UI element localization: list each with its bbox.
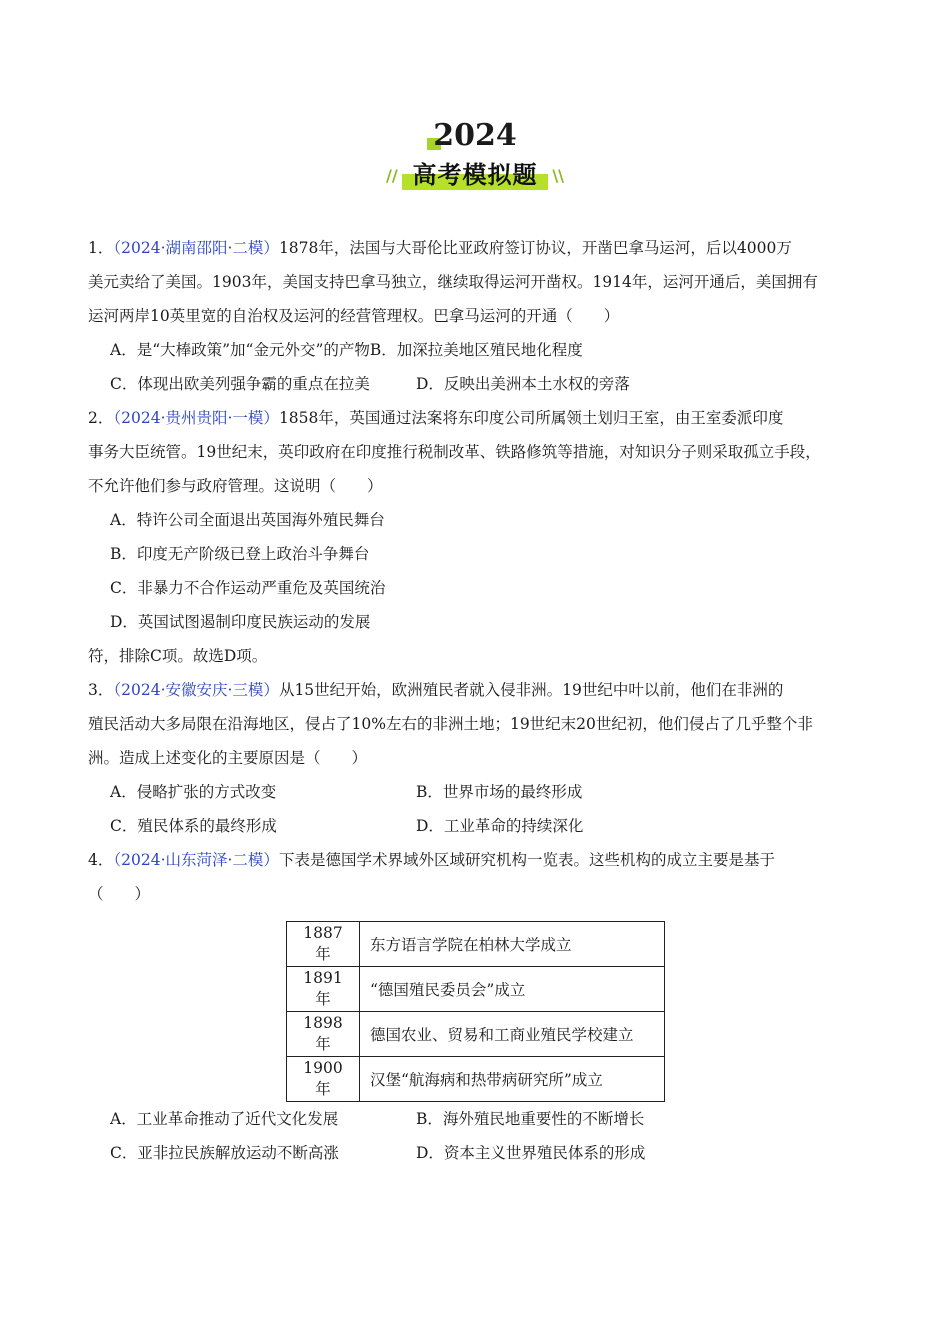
table-cell-event: 汉堡“航海病和热带病研究所”成立 xyxy=(360,1057,665,1102)
trailing-text: 符，排除C项。故选D项。 xyxy=(88,647,268,665)
question-stem xyxy=(88,401,878,503)
option-row xyxy=(88,367,878,401)
year-heading xyxy=(433,118,517,154)
option-d: D．反映出美洲本土水权的旁落 xyxy=(416,375,630,393)
option-row xyxy=(88,333,878,367)
question-number: 3． xyxy=(88,681,114,699)
option-d: D．资本主义世界殖民体系的形成 xyxy=(416,1144,646,1162)
options xyxy=(88,503,878,639)
question-list xyxy=(88,231,878,1170)
option-row xyxy=(88,537,878,571)
option-row xyxy=(88,503,878,537)
table-row xyxy=(287,922,665,967)
table-cell-event: “德国殖民委员会”成立 xyxy=(360,967,665,1012)
table-cell-year: 1891年 xyxy=(287,967,360,1012)
table-cell-event: 德国农业、贸易和工商业殖民学校建立 xyxy=(360,1012,665,1057)
question-2 xyxy=(88,401,878,673)
stem-line: 1878年，法国与大哥伦比亚政府签订协议，开凿巴拿马运河，后以4000万 xyxy=(278,239,792,257)
page-title: 高考模拟题 xyxy=(412,161,538,189)
year-text: 2024 xyxy=(433,118,517,153)
question-3 xyxy=(88,673,878,843)
title-banner xyxy=(380,158,570,194)
option-row xyxy=(88,571,878,605)
stem-line: 洲。造成上述变化的主要原因是（ ） xyxy=(88,749,368,767)
stem-line: 事务大臣统管。19世纪末，英印政府在印度推行税制改革、铁路修筑等措施，对知识分子则采取孤立手段， xyxy=(88,443,821,461)
institutions-table xyxy=(286,921,665,1102)
option-b: B．加深拉美地区殖民地化程度 xyxy=(369,341,583,359)
option-b: B．印度无产阶级已登上政治斗争舞台 xyxy=(110,545,370,563)
table-row xyxy=(287,1012,665,1057)
right-slash-icon: \\ xyxy=(552,166,564,185)
option-row xyxy=(88,1102,878,1136)
stem-line: 美元卖给了美国。1903年，美国支持巴拿马独立，继续取得运河开凿权。1914年，运河开通后，美国拥有 xyxy=(88,273,818,291)
option-d: D．英国试图遏制印度民族运动的发展 xyxy=(110,613,371,631)
question-number: 4． xyxy=(88,851,114,869)
question-source: （2024·山东菏泽·二模） xyxy=(113,851,279,869)
option-d: D．工业革命的持续深化 xyxy=(416,817,584,835)
options xyxy=(88,1102,878,1170)
options xyxy=(88,333,878,401)
option-a: A．特许公司全面退出英国海外殖民舞台 xyxy=(110,511,385,529)
page-header xyxy=(0,118,950,194)
option-a: A．侵略扩张的方式改变 xyxy=(110,783,277,801)
question-stem xyxy=(88,231,878,333)
question-stem xyxy=(88,843,878,911)
stem-line: 运河两岸10英里宽的自治权及运河的经营管理权。巴拿马运河的开通（ ） xyxy=(88,307,620,325)
option-c: C．亚非拉民族解放运动不断高涨 xyxy=(110,1144,339,1162)
option-b: B．世界市场的最终形成 xyxy=(416,783,583,801)
stem-line: 1858年，英国通过法案将东印度公司所属领土划归王室，由王室委派印度 xyxy=(278,409,784,427)
option-c: C．非暴力不合作运动严重危及英国统治 xyxy=(110,579,386,597)
table-cell-year: 1887年 xyxy=(287,922,360,967)
question-number: 2． xyxy=(88,409,114,427)
question-source: （2024·安徽安庆·三模） xyxy=(113,681,279,699)
question-1 xyxy=(88,231,878,401)
option-b: B．海外殖民地重要性的不断增长 xyxy=(416,1110,645,1128)
question-source: （2024·贵州贵阳·一模） xyxy=(113,409,279,427)
question-stem xyxy=(88,673,878,775)
option-row xyxy=(88,775,878,809)
left-slash-icon: // xyxy=(386,166,398,185)
table-row xyxy=(287,1057,665,1102)
stem-line: 不允许他们参与政府管理。这说明（ ） xyxy=(88,477,383,495)
option-c: C．体现出欧美列强争霸的重点在拉美 xyxy=(110,375,370,393)
table-cell-year: 1898年 xyxy=(287,1012,360,1057)
stem-line: 下表是德国学术界域外区域研究机构一览表。这些机构的成立主要是基于 xyxy=(278,851,775,869)
options xyxy=(88,775,878,843)
table-cell-event: 东方语言学院在柏林大学成立 xyxy=(360,922,665,967)
question-4 xyxy=(88,843,878,1170)
option-a: A．工业革命推动了近代文化发展 xyxy=(110,1110,339,1128)
option-row xyxy=(88,809,878,843)
stem-line: 殖民活动大多局限在沿海地区，侵占了10%左右的非洲土地；19世纪末20世纪初，他们侵占了几乎整个非 xyxy=(88,715,813,733)
question-number: 1． xyxy=(88,239,114,257)
table-row xyxy=(287,967,665,1012)
table-cell-year: 1900年 xyxy=(287,1057,360,1102)
question-source: （2024·湖南邵阳·二模） xyxy=(113,239,279,257)
option-row xyxy=(88,1136,878,1170)
option-c: C．殖民体系的最终形成 xyxy=(110,817,277,835)
option-a: A．是“大棒政策”加“金元外交”的产物 xyxy=(110,341,370,359)
stem-line: （ ） xyxy=(88,885,151,903)
stem-line: 从15世纪开始，欧洲殖民者就入侵非洲。19世纪中叶以前，他们在非洲的 xyxy=(278,681,784,699)
option-row xyxy=(88,605,878,639)
